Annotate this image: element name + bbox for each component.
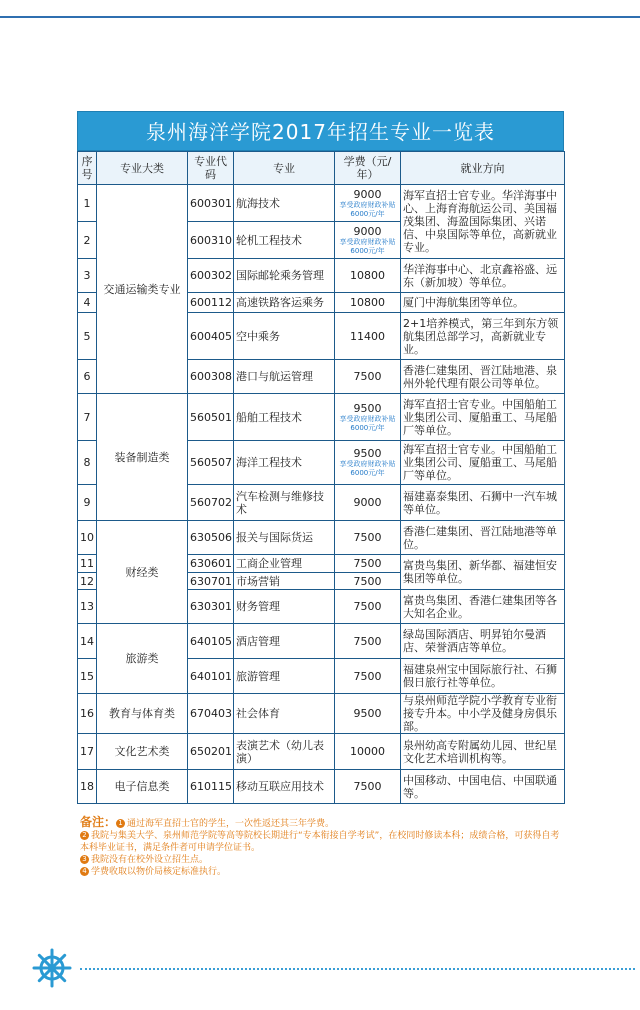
category-cell: 交通运输类专业 xyxy=(97,185,188,394)
row-code: 630601 xyxy=(188,555,234,573)
row-major: 旅游管理 xyxy=(234,659,335,694)
row-career: 泉州幼高专附属幼儿园、世纪星文化艺术培训机构等。 xyxy=(401,734,565,770)
row-major: 船舶工程技术 xyxy=(234,394,335,441)
row-major: 汽车检测与维修技术 xyxy=(234,485,335,521)
row-career: 香港仁建集团、晋江陆地港等单位。 xyxy=(401,521,565,555)
row-career: 福建嘉泰集团、石狮中一汽车城等单位。 xyxy=(401,485,565,521)
row-code: 560501 xyxy=(188,394,234,441)
table-title: 泉州海洋学院2017年招生专业一览表 xyxy=(77,111,564,151)
row-major: 航海技术 xyxy=(234,185,335,222)
header-row xyxy=(78,152,565,185)
row-major: 港口与航运管理 xyxy=(234,360,335,394)
row-no: 14 xyxy=(78,624,97,659)
note-line-1 xyxy=(80,816,560,830)
row-no: 15 xyxy=(78,659,97,694)
row-fee: 7500 xyxy=(335,521,401,555)
row-no: 1 xyxy=(78,185,97,222)
row-career: 富贵鸟集团、新华都、福建恒安集团等单位。 xyxy=(401,555,565,590)
header-code: 专业代码 xyxy=(188,152,234,185)
row-fee: 9000 xyxy=(335,485,401,521)
row-code: 630301 xyxy=(188,590,234,624)
row-major: 表演艺术（幼儿表演） xyxy=(234,734,335,770)
notes xyxy=(80,816,560,878)
note-text: 我院与集美大学、泉州师范学院等高等院校长期进行“专本衔接自学考试”，在校同时修读本科；成绩合格，可获得自考本科毕业证书，满足条件者可申请学位证书。 xyxy=(80,831,560,853)
row-code: 600310 xyxy=(188,222,234,259)
footer-dotted-line xyxy=(80,968,635,970)
row-career: 福建泉州宝中国际旅行社、石狮假日旅行社等单位。 xyxy=(401,659,565,694)
row-career: 海军直招士官专业。中国船舶工业集团公司、厦船重工、马尾船厂等单位。 xyxy=(401,441,565,485)
row-career: 与泉州师范学院小学教育专业衔接专升本。中小学及健身房俱乐部。 xyxy=(401,694,565,734)
row-major: 空中乘务 xyxy=(234,313,335,360)
row-fee: 11400 xyxy=(335,313,401,360)
row-career: 海军直招士官专业。中国船舶工业集团公司、厦船重工、马尾船厂等单位。 xyxy=(401,394,565,441)
row-fee: 7500 xyxy=(335,555,401,573)
row-fee: 7500 xyxy=(335,659,401,694)
row-code: 610115 xyxy=(188,770,234,804)
fee-value: 9500 xyxy=(353,401,382,415)
row-code: 600405 xyxy=(188,313,234,360)
row-no: 12 xyxy=(78,573,97,590)
row-no: 13 xyxy=(78,590,97,624)
row-career: 中国移动、中国电信、中国联通等。 xyxy=(401,770,565,804)
table-row xyxy=(78,624,565,659)
table-row xyxy=(78,770,565,804)
row-code: 650201 xyxy=(188,734,234,770)
subsidy-note: 享受政府财政补贴6000元/年 xyxy=(339,414,396,432)
row-fee: 10000 xyxy=(335,734,401,770)
row-code: 640105 xyxy=(188,624,234,659)
major-list-sheet xyxy=(77,111,564,804)
row-code: 600308 xyxy=(188,360,234,394)
note-number: 1 xyxy=(116,819,125,828)
row-major: 国际邮轮乘务管理 xyxy=(234,259,335,293)
note-text: 我院没有在校外设立招生点。 xyxy=(91,855,209,865)
row-no: 10 xyxy=(78,521,97,555)
row-code: 560702 xyxy=(188,485,234,521)
category-cell: 文化艺术类 xyxy=(97,734,188,770)
row-fee: 10800 xyxy=(335,259,401,293)
note-number: 4 xyxy=(80,867,89,876)
row-no: 3 xyxy=(78,259,97,293)
row-no: 8 xyxy=(78,441,97,485)
table-row xyxy=(78,521,565,555)
row-code: 560507 xyxy=(188,441,234,485)
row-no: 18 xyxy=(78,770,97,804)
top-border xyxy=(0,0,640,18)
table-row xyxy=(78,394,565,441)
category-cell: 旅游类 xyxy=(97,624,188,694)
note-line-4 xyxy=(80,866,560,878)
note-line-3 xyxy=(80,854,560,866)
header-major: 专业 xyxy=(234,152,335,185)
table-row xyxy=(78,185,565,222)
row-no: 11 xyxy=(78,555,97,573)
row-code: 630701 xyxy=(188,573,234,590)
majors-table xyxy=(77,151,565,804)
row-major: 高速铁路客运乘务 xyxy=(234,293,335,313)
row-no: 9 xyxy=(78,485,97,521)
table-row xyxy=(78,734,565,770)
row-major: 海洋工程技术 xyxy=(234,441,335,485)
row-career: 2+1培养模式，第三年到东方领航集团总部学习，高新就业专业。 xyxy=(401,313,565,360)
header-no: 序号 xyxy=(78,152,97,185)
row-fee xyxy=(335,222,401,259)
row-code: 600301 xyxy=(188,185,234,222)
row-major: 财务管理 xyxy=(234,590,335,624)
note-number: 3 xyxy=(80,855,89,864)
row-major: 酒店管理 xyxy=(234,624,335,659)
row-code: 670403 xyxy=(188,694,234,734)
row-fee xyxy=(335,185,401,222)
row-major: 报关与国际货运 xyxy=(234,521,335,555)
row-no: 16 xyxy=(78,694,97,734)
fee-value: 9000 xyxy=(353,187,382,201)
header-fee: 学费（元/年） xyxy=(335,152,401,185)
row-career: 厦门中海航集团等单位。 xyxy=(401,293,565,313)
row-career: 海军直招士官专业。华洋海事中心、上海育海航运公司、美国福茂集团、海盈国际集团、兴诺信、中泉国际等单位，高新就业专业。 xyxy=(401,185,565,259)
row-no: 7 xyxy=(78,394,97,441)
category-cell: 教育与体育类 xyxy=(97,694,188,734)
ship-wheel-icon xyxy=(32,948,72,988)
note-text: 学费收取以物价局核定标准执行。 xyxy=(91,867,227,877)
row-code: 600302 xyxy=(188,259,234,293)
row-fee: 7500 xyxy=(335,624,401,659)
note-number: 2 xyxy=(80,831,89,840)
row-fee: 7500 xyxy=(335,590,401,624)
table-row xyxy=(78,694,565,734)
note-line-2 xyxy=(80,830,560,854)
row-no: 5 xyxy=(78,313,97,360)
row-major: 工商企业管理 xyxy=(234,555,335,573)
category-cell: 财经类 xyxy=(97,521,188,624)
row-career: 香港仁建集团、晋江陆地港、泉州外轮代理有限公司等单位。 xyxy=(401,360,565,394)
row-no: 4 xyxy=(78,293,97,313)
row-major: 移动互联应用技术 xyxy=(234,770,335,804)
fee-value: 9500 xyxy=(353,447,382,460)
header-career: 就业方向 xyxy=(401,152,565,185)
row-fee: 10800 xyxy=(335,293,401,313)
row-code: 600112 xyxy=(188,293,234,313)
notes-label: 备注： xyxy=(80,815,117,829)
row-no: 6 xyxy=(78,360,97,394)
row-code: 640101 xyxy=(188,659,234,694)
row-code: 630506 xyxy=(188,521,234,555)
row-fee: 7500 xyxy=(335,573,401,590)
note-text: 通过海军直招士官的学生，一次性返还其三年学费。 xyxy=(127,819,335,829)
row-fee: 7500 xyxy=(335,770,401,804)
row-career: 绿岛国际酒店、明昇铂尔曼酒店、荣誉酒店等单位。 xyxy=(401,624,565,659)
row-major: 轮机工程技术 xyxy=(234,222,335,259)
row-fee xyxy=(335,441,401,485)
row-fee: 9500 xyxy=(335,694,401,734)
row-fee xyxy=(335,394,401,441)
row-career: 华洋海事中心、北京鑫裕盛、远东（新加坡）等单位。 xyxy=(401,259,565,293)
header-category: 专业大类 xyxy=(97,152,188,185)
fee-value: 9000 xyxy=(353,224,382,238)
category-cell: 电子信息类 xyxy=(97,770,188,804)
row-no: 2 xyxy=(78,222,97,259)
category-cell: 装备制造类 xyxy=(97,394,188,521)
row-career: 富贵鸟集团、香港仁建集团等各大知名企业。 xyxy=(401,590,565,624)
row-major: 社会体育 xyxy=(234,694,335,734)
subsidy-note: 享受政府财政补贴6000元/年 xyxy=(339,237,396,255)
subsidy-note: 享受政府财政补贴6000元/年 xyxy=(339,460,396,477)
row-major: 市场营销 xyxy=(234,573,335,590)
subsidy-note: 享受政府财政补贴6000元/年 xyxy=(339,200,396,218)
row-fee: 7500 xyxy=(335,360,401,394)
row-no: 17 xyxy=(78,734,97,770)
